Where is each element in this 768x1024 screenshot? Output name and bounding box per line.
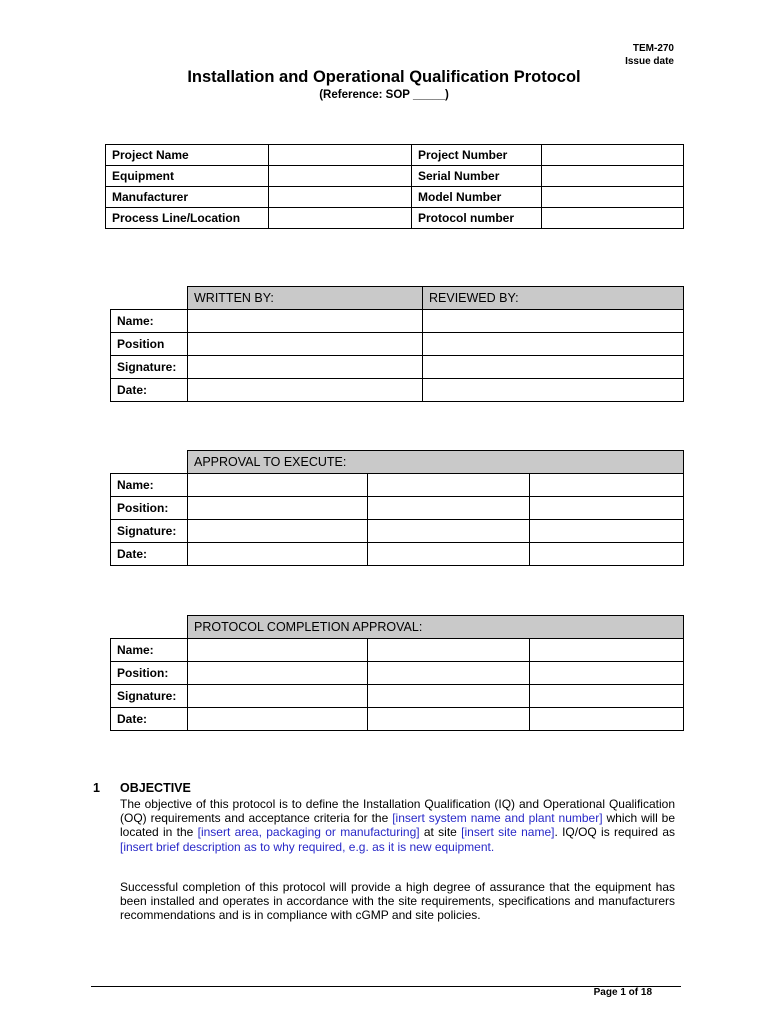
name-label: Name: (111, 639, 188, 662)
table-header-row (111, 451, 684, 474)
blank-corner-cell (111, 616, 188, 639)
insert-placeholder: [insert site name] (461, 825, 555, 840)
blank-corner-cell (111, 451, 188, 474)
approval-position-field-1[interactable] (188, 497, 368, 520)
objective-text: which will be located in the (120, 811, 676, 840)
date-label: Date: (111, 379, 188, 402)
completion-signature-field-1[interactable] (188, 685, 368, 708)
table-row (111, 662, 684, 685)
approval-signature-field-1[interactable] (188, 520, 368, 543)
completion-signature-field-3[interactable] (530, 685, 684, 708)
completion-signature-field-2[interactable] (368, 685, 530, 708)
signature-label: Signature: (111, 356, 188, 379)
written-by-header: WRITTEN BY: (188, 287, 423, 310)
approval-position-field-3[interactable] (530, 497, 684, 520)
objective-text: at site (419, 825, 462, 840)
completion-position-field-1[interactable] (188, 662, 368, 685)
table-row (111, 708, 684, 731)
approval-to-execute-table (110, 450, 684, 566)
approval-name-field-2[interactable] (368, 474, 530, 497)
written-position-field[interactable] (188, 333, 423, 356)
manufacturer-field[interactable] (269, 187, 412, 208)
table-row (111, 685, 684, 708)
insert-placeholder: [insert system name and plant number] (392, 811, 603, 826)
completion-position-field-2[interactable] (368, 662, 530, 685)
page-number: Page 1 of 18 (593, 987, 652, 998)
table-row (106, 145, 684, 166)
approval-name-field-3[interactable] (530, 474, 684, 497)
document-code-block (625, 42, 674, 68)
project-name-field[interactable] (269, 145, 412, 166)
table-row (111, 543, 684, 566)
table-row (111, 497, 684, 520)
approval-position-field-2[interactable] (368, 497, 530, 520)
table-row (106, 187, 684, 208)
reviewed-signature-field[interactable] (423, 356, 684, 379)
completion-date-field-2[interactable] (368, 708, 530, 731)
approval-date-field-3[interactable] (530, 543, 684, 566)
equipment-field[interactable] (269, 166, 412, 187)
table-row (111, 310, 684, 333)
completion-position-field-3[interactable] (530, 662, 684, 685)
written-signature-field[interactable] (188, 356, 423, 379)
process-line-field[interactable] (269, 208, 412, 229)
signature-label: Signature: (111, 520, 188, 543)
table-row (111, 356, 684, 379)
section-number: 1 (93, 781, 100, 795)
table-row (106, 166, 684, 187)
approval-to-execute-header: APPROVAL TO EXECUTE: (188, 451, 684, 474)
section-title: OBJECTIVE (120, 781, 191, 795)
completion-date-field-3[interactable] (530, 708, 684, 731)
manufacturer-label: Manufacturer (106, 187, 269, 208)
date-label: Date: (111, 708, 188, 731)
table-header-row (111, 287, 684, 310)
date-label: Date: (111, 543, 188, 566)
blank-corner-cell (111, 287, 188, 310)
process-line-label: Process Line/Location (106, 208, 269, 229)
name-label: Name: (111, 474, 188, 497)
equipment-label: Equipment (106, 166, 269, 187)
completion-name-field-3[interactable] (530, 639, 684, 662)
objective-text: . IQ/OQ is required as (554, 825, 676, 840)
signature-label: Signature: (111, 685, 188, 708)
insert-placeholder: [insert area, packaging or manufacturing] (197, 825, 420, 840)
project-info-table (105, 144, 684, 229)
protocol-number-field[interactable] (542, 208, 684, 229)
written-date-field[interactable] (188, 379, 423, 402)
completion-name-field-2[interactable] (368, 639, 530, 662)
table-row (111, 333, 684, 356)
table-row (111, 520, 684, 543)
approval-signature-field-3[interactable] (530, 520, 684, 543)
objective-paragraph-1 (120, 797, 675, 854)
serial-number-label: Serial Number (412, 166, 542, 187)
table-row (111, 379, 684, 402)
approval-date-field-2[interactable] (368, 543, 530, 566)
page-title: Installation and Operational Qualification Protocol (187, 68, 581, 86)
approval-signature-field-2[interactable] (368, 520, 530, 543)
insert-placeholder: [insert brief description as to why required, e.g. as it is new equipment. (120, 839, 495, 854)
position-label: Position (111, 333, 188, 356)
completion-name-field-1[interactable] (188, 639, 368, 662)
project-number-label: Project Number (412, 145, 542, 166)
model-number-field[interactable] (542, 187, 684, 208)
table-row (111, 639, 684, 662)
issue-date: Issue date (625, 56, 674, 67)
reviewed-by-header: REVIEWED BY: (423, 287, 684, 310)
protocol-completion-table (110, 615, 684, 731)
approval-date-field-1[interactable] (188, 543, 368, 566)
completion-date-field-1[interactable] (188, 708, 368, 731)
objective-text: The objective of this protocol is to define the Installation Qualification (IQ) and Operational Qualification (OQ) requirements and acceptance criteria for the (120, 797, 675, 826)
project-number-field[interactable] (542, 145, 684, 166)
table-row (111, 474, 684, 497)
project-name-label: Project Name (106, 145, 269, 166)
objective-paragraph-2: Successful completion of this protocol will provide a high degree of assurance that the equipment has been installed and operates in accordance with the site requirements, specifications and manufacturers recommendations and is in compliance with cGMP and site policies. (120, 880, 675, 923)
reviewed-date-field[interactable] (423, 379, 684, 402)
document-code: TEM-270 (632, 43, 674, 54)
written-name-field[interactable] (188, 310, 423, 333)
protocol-number-label: Protocol number (412, 208, 542, 229)
footer-divider (91, 986, 681, 987)
written-reviewed-table (110, 286, 684, 402)
name-label: Name: (111, 310, 188, 333)
model-number-label: Model Number (412, 187, 542, 208)
table-header-row (111, 616, 684, 639)
sop-reference: (Reference: SOP _____) (319, 89, 449, 101)
reviewed-name-field[interactable] (423, 310, 684, 333)
approval-name-field-1[interactable] (188, 474, 368, 497)
reviewed-position-field[interactable] (423, 333, 684, 356)
position-label: Position: (111, 662, 188, 685)
table-row (106, 208, 684, 229)
protocol-completion-header: PROTOCOL COMPLETION APPROVAL: (188, 616, 684, 639)
serial-number-field[interactable] (542, 166, 684, 187)
position-label: Position: (111, 497, 188, 520)
